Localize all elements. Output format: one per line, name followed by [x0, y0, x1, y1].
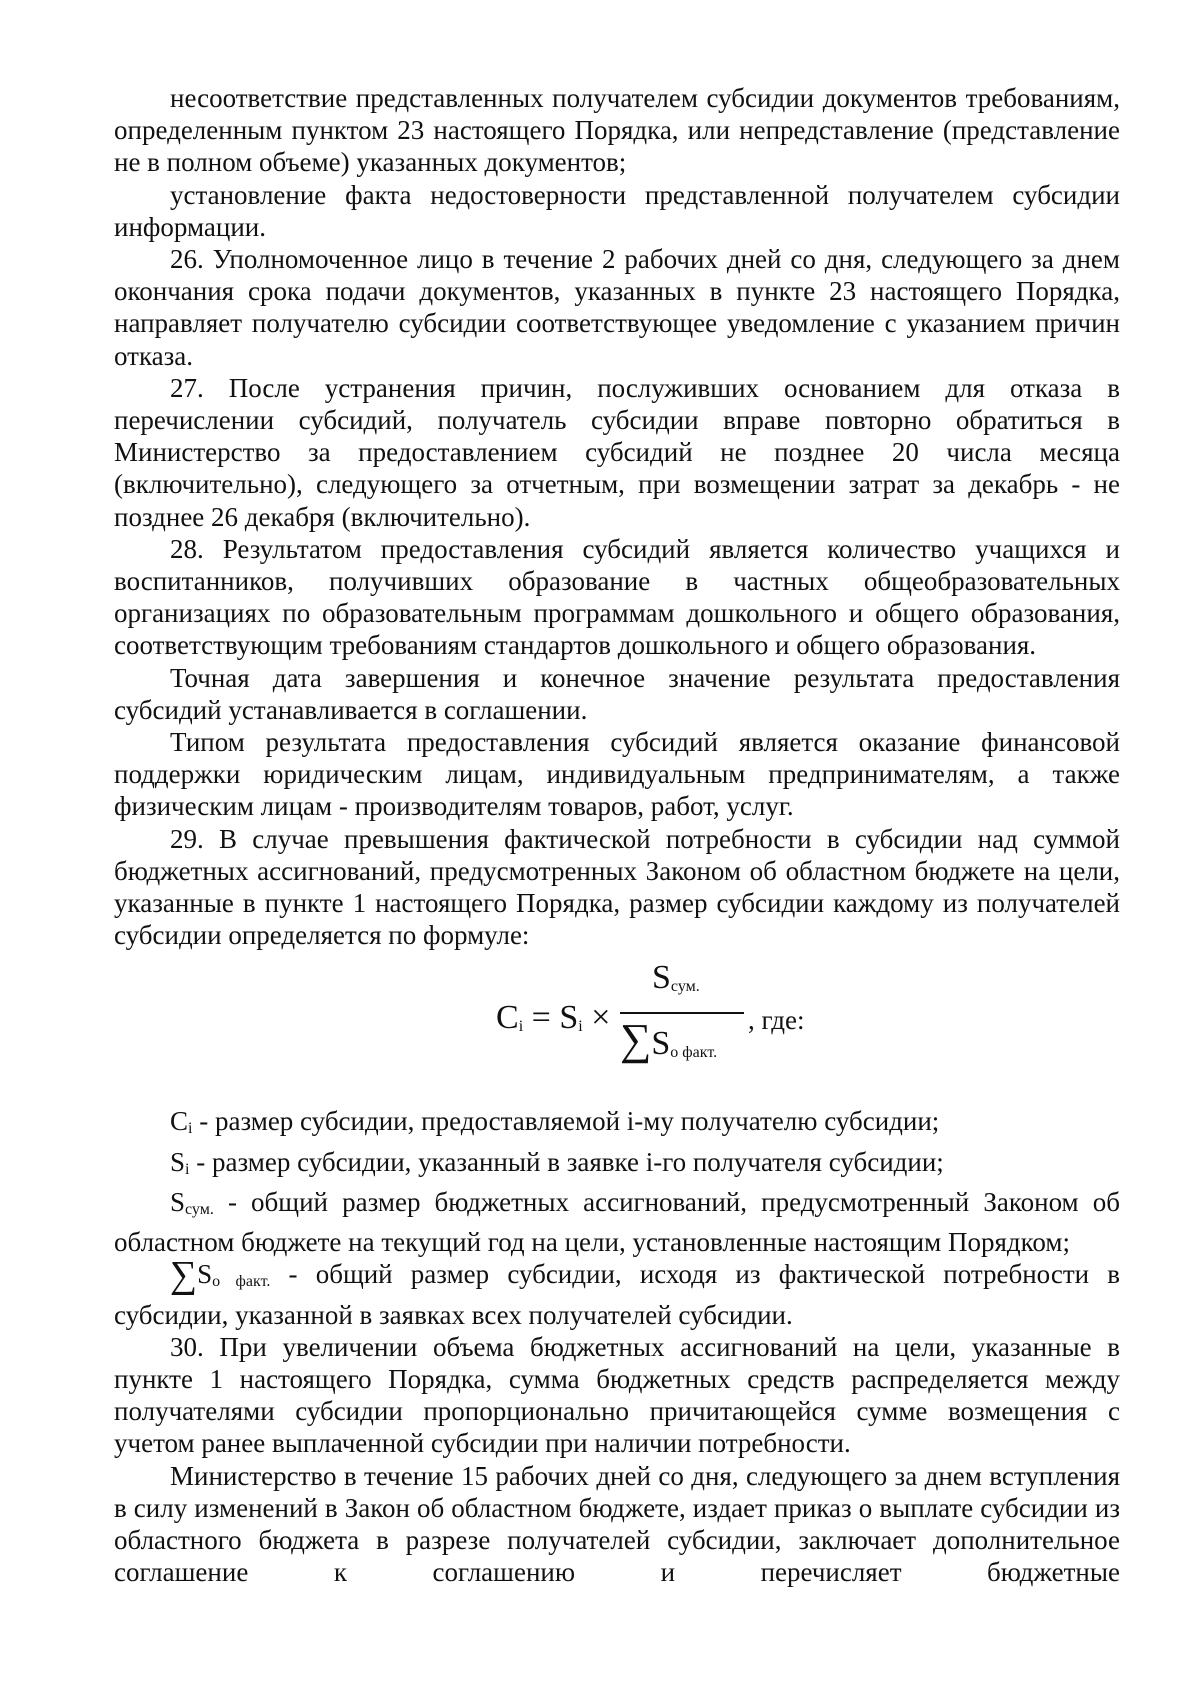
paragraph-clause-26: 26. Уполномоченное лицо в течение 2 рабочих дней со дня, следующего за днем окончания срока подачи документов, указанных в пункте 23 настоящего Порядка, направляет получателю субсидии соответствующее уведомление с указанием причин отказа. — [114, 244, 1120, 371]
fraction-bar — [620, 1012, 744, 1014]
formula-lhs: $C_i = S_i$ × — [496, 999, 611, 1037]
definition-sfact: $\sum S_{о факт.}$ - общий размер субсидии, исходя из фактической потребности в субсидии, указанной в заявках всех получателей субсидии. — [114, 1254, 1120, 1330]
formula-denominator: $\sum S_{о факт.}$ — [620, 1015, 718, 1065]
formula-definitions — [114, 1105, 1120, 1330]
sigma-symbol: ∑ — [170, 1254, 198, 1297]
sigma-symbol: ∑ — [620, 1015, 652, 1065]
paragraph-clause-28: 28. Результатом предоставления субсидий является количество учащихся и воспитанников, получивших образование в частных общеобразовательных организациях по образовательным программам дошкольного и общего образования, соответствующим требованиям стандартов дошкольного и общего образования. — [114, 533, 1120, 661]
paragraph: установление факта недостоверности представленной получателем субсидии информации. — [114, 179, 1120, 242]
formula-numerator: $S_{сум.}$ — [652, 959, 700, 997]
formula-where: , где: — [748, 1005, 805, 1036]
paragraph: несоответствие представленных получателем субсидии документов требованиям, определенным пунктом 23 настоящего Порядка, или непредставление (представление не в полном объеме) указанных документов; — [114, 83, 1120, 178]
document-page — [114, 82, 1120, 1588]
definition-ci: $C_i$ - размер субсидии, предоставляемой i-му получателю субсидии; — [170, 1106, 940, 1138]
paragraph-clause-29: 29. В случае превышения фактической потребности в субсидии над суммой бюджетных ассигнований, предусмотренных Законом об областном бюджете на цели, указанные в пункте 1 настоящего Порядка, размер субсидии каждому из получателей субсидии определяется по формуле: — [114, 823, 1120, 951]
subsidy-formula — [114, 957, 1120, 1075]
paragraph: Министерство в течение 15 рабочих дней со дня, следующего за днем вступления в силу изменений в Закон об областном бюджете, издает приказ о выплате субсидии из областного бюджета в разрезе получателей субсидии, заключает дополнительное соглашение к соглашению и перечисляет бюджетные — [114, 1460, 1120, 1588]
definition-si: $S_i$ - размер субсидии, указанный в заявке i-го получателя субсидии; — [170, 1146, 944, 1178]
paragraph-clause-30: 30. При увеличении объема бюджетных ассигнований на цели, указанные в пункте 1 настоящего Порядка, сумма бюджетных средств распределяется между получателями субсидии пропорционально причитающейся сумме возмещения с учетом ранее выплаченной субсидии при наличии потребности. — [114, 1331, 1120, 1459]
paragraph: Типом результата предоставления субсидий является оказание финансовой поддержки юридическим лицам, индивидуальным предпринимателям, а также физическим лицам - производителям товаров, работ, услуг. — [114, 727, 1120, 822]
paragraph-clause-27: 27. После устранения причин, послуживших основанием для отказа в перечислении субсидий, получатель субсидии вправе повторно обратиться в Министерство за предоставлением субсидий не позднее 20 числа месяца (включительно), следующего за отчетным, при возмещении затрат за декабрь - не позднее 26 декабря (включительно). — [114, 372, 1120, 532]
definition-ssum: $S_{сум.}$ - общий размер бюджетных ассигнований, предусмотренный Законом об областном бюджете на текущий год на цели, установленные настоящим Порядком; — [114, 1186, 1120, 1258]
paragraph: Точная дата завершения и конечное значение результата предоставления субсидий устанавливается в соглашении. — [114, 662, 1120, 725]
